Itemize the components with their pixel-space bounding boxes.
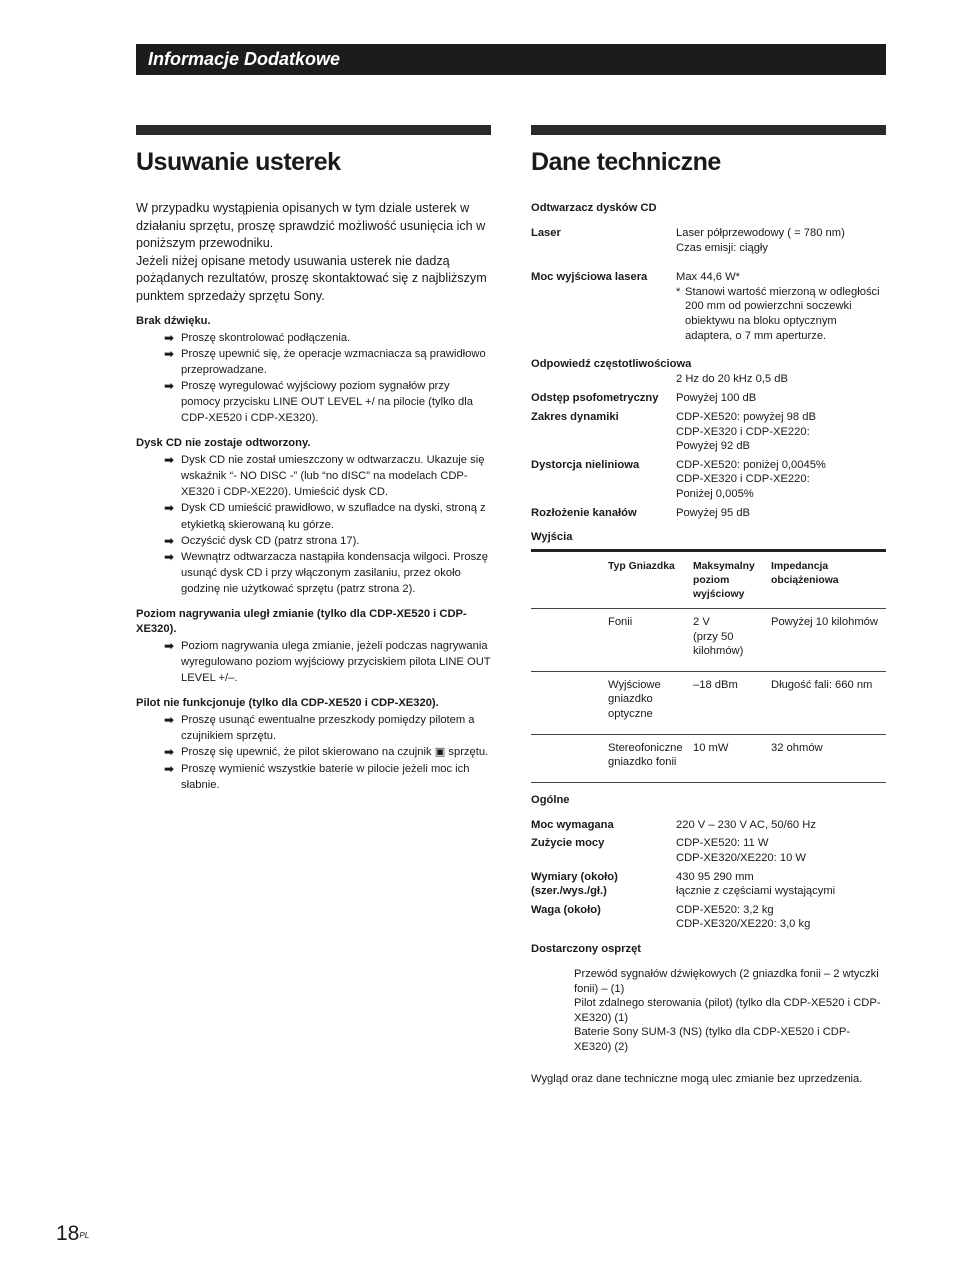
remedy-list — [136, 452, 491, 597]
table-cell: 2 V (przy 50 kilohmów) — [693, 609, 771, 672]
spec-value: Powyżej 95 dB — [676, 506, 751, 519]
spec-value-line: 430 95 290 mm — [676, 870, 754, 883]
arrow-icon: ➡ — [164, 533, 175, 548]
spec-value — [676, 410, 886, 454]
remedy-item — [136, 500, 491, 532]
accessory-item: Przewód sygnałów dźwiękowych (2 gniazdka fonii – 2 wtyczki fonii) – (1) — [574, 968, 879, 995]
remedy-text: Oczyścić dysk CD (patrz strona 17). — [181, 534, 360, 547]
specifications-title: Dane techniczne — [531, 148, 721, 176]
spec-value-line: CDP-XE320 i CDP-XE220: — [676, 425, 810, 438]
spec-value — [676, 870, 886, 899]
remedy-list — [136, 330, 491, 427]
troubleshooting-intro — [136, 200, 491, 306]
arrow-icon: ➡ — [164, 745, 175, 760]
cd-player-heading: Odtwarzacz dysków CD — [531, 202, 657, 214]
spec-value-line: CDP-XE520: 3,2 kg — [676, 903, 774, 916]
spec-row-snr — [531, 391, 886, 406]
troubleshooting-title: Usuwanie usterek — [136, 148, 341, 176]
spec-label — [531, 870, 676, 899]
table-cell-spacer — [531, 734, 608, 782]
outputs-table — [531, 552, 886, 783]
spec-value-line: Poniżej 0,005% — [676, 487, 754, 500]
spec-value-line: CDP-XE320/XE220: 10 W — [676, 852, 806, 865]
outputs-heading: Wyjścia — [531, 531, 573, 544]
spec-label: Odstęp psofometryczny — [531, 392, 659, 405]
spec-label: Zużycie mocy — [531, 837, 605, 850]
spec-value — [676, 458, 886, 502]
spec-value — [676, 836, 886, 865]
spec-value-line: Max 44,6 W* — [676, 271, 741, 284]
spec-value: 2 Hz do 20 kHz 0,5 dB — [676, 372, 788, 385]
spec-label: Moc wyjściowa lasera — [531, 271, 648, 284]
arrow-icon: ➡ — [164, 453, 175, 468]
table-cell: 32 ohmów — [771, 734, 886, 782]
spec-row-dynamic-range — [531, 410, 886, 454]
remedy-list — [136, 712, 491, 792]
table-header-row — [531, 552, 886, 609]
remedy-item — [136, 378, 491, 426]
table-row — [531, 734, 886, 782]
spec-row-distortion — [531, 458, 886, 502]
spec-value-line: CDP-XE520: powyżej 98 dB — [676, 410, 816, 423]
general-heading: Ogólne — [531, 793, 570, 806]
specifications-column — [531, 125, 886, 1086]
arrow-icon: ➡ — [164, 501, 175, 516]
remedy-item — [136, 346, 491, 378]
spec-footnote — [676, 285, 886, 343]
spec-row-frequency — [531, 357, 886, 372]
spec-row-laser-power — [531, 270, 886, 343]
intro-paragraph: W przypadku wystąpienia opisanych w tym dziale usterek w działaniu sprzętu, proszę sprawdzić możliwość usunięcia ich w poniższym przewodniku. — [136, 201, 486, 251]
arrow-icon: ➡ — [164, 346, 175, 361]
table-row — [531, 609, 886, 672]
problem-heading: Brak dźwięku. — [136, 314, 211, 327]
table-cell: 10 mW — [693, 734, 771, 782]
intro-paragraph: Jeżeli niżej opisane metody usuwania usterek nie dadzą pożądanych rezultatów, proszę skontaktować się z najbliższym punktem sprzedaży sprzętu Sony. — [136, 253, 487, 303]
spec-value-line: łącznie z częściami wystającymi — [676, 885, 836, 898]
spec-label: Waga (około) — [531, 903, 601, 916]
spec-label-line: Wymiary (około) — [531, 870, 618, 883]
accessories-list — [531, 967, 886, 1055]
table-cell: Długość fali: 660 nm — [771, 671, 886, 734]
remedy-text: Proszę wymienić wszystkie baterie w pilocie jeżeli moc ich słabnie. — [181, 762, 470, 791]
remedy-text: Proszę skontrolować podłączenia. — [181, 331, 351, 344]
spec-value — [676, 270, 886, 343]
spec-value — [676, 903, 886, 932]
arrow-icon: ➡ — [164, 713, 175, 728]
page-number-value: 18 — [56, 1222, 80, 1245]
arrow-icon: ➡ — [164, 549, 175, 564]
spec-value: 220 V – 230 V AC, 50/60 Hz — [676, 818, 816, 831]
table-cell: Fonii — [608, 609, 693, 672]
spec-row-power-requirement — [531, 818, 886, 833]
accessory-item: Pilot zdalnego sterowania (pilot) (tylko dla CDP-XE520 i CDP-XE320) (1) — [574, 997, 881, 1024]
spec-value-line: CDP-XE320 i CDP-XE220: — [676, 473, 810, 486]
troubleshooting-column — [136, 125, 491, 793]
remedy-item — [136, 452, 491, 500]
spec-label: Zakres dynamiki — [531, 410, 619, 423]
problem-heading: Poziom nagrywania uległ zmianie (tylko dla CDP-XE520 i CDP-XE320). — [136, 607, 467, 635]
remedy-text: Proszę wyregulować wyjściowy poziom sygnałów przy pomocy przycisku LINE OUT LEVEL +/ na pilocie (tylko dla CDP-XE520 i CDP-XE320). — [181, 379, 473, 425]
spec-label: Moc wymagana — [531, 818, 614, 831]
table-cell-spacer — [531, 609, 608, 672]
table-row — [531, 671, 886, 734]
spec-label: Odpowiedź częstotliwościowa — [531, 358, 692, 371]
spec-value — [676, 226, 886, 255]
table-header: Typ Gniazdka — [608, 561, 675, 573]
spec-value: Powyżej 100 dB — [676, 392, 757, 405]
table-cell: –18 dBm — [693, 671, 771, 734]
remedy-item — [136, 549, 491, 597]
remedy-item — [136, 761, 491, 793]
spec-value-line: CDP-XE520: 11 W — [676, 837, 769, 850]
heading-rule — [136, 125, 491, 135]
spec-label: Rozłożenie kanałów — [531, 506, 637, 519]
table-cell: Stereofoniczne gniazdko fonii — [608, 734, 693, 782]
spec-row-dimensions — [531, 870, 886, 899]
spec-value-line: Czas emisji: ciągły — [676, 241, 769, 254]
spec-value-line: CDP-XE520: poniżej 0,0045% — [676, 458, 826, 471]
specs-footnote: Wygląd oraz dane techniczne mogą ulec zmianie bez uprzedzenia. — [531, 1072, 863, 1085]
spec-row-power-consumption — [531, 836, 886, 865]
remedy-text: Wewnątrz odtwarzacza nastąpiła kondensacja wilgoci. Proszę usunąć dysk CD i przy włączonym zasilaniu, przez około godzinę nie użytkować sprzętu (patrz strona 2). — [181, 550, 488, 595]
arrow-icon: ➡ — [164, 378, 175, 393]
problem-heading: Pilot nie funkcjonuje (tylko dla CDP-XE520 i CDP-XE320). — [136, 697, 439, 710]
remedy-item — [136, 533, 491, 549]
spec-row-weight — [531, 903, 886, 932]
page-language: PL — [79, 1231, 90, 1240]
remedy-item — [136, 638, 491, 686]
arrow-icon: ➡ — [164, 638, 175, 653]
table-header: Maksymalny poziom wyjściowy — [693, 561, 755, 601]
remedy-item — [136, 744, 491, 760]
table-cell: Wyjściowe gniazdko optyczne — [608, 671, 693, 734]
spec-row-channel-separation — [531, 506, 886, 521]
heading-rule — [531, 125, 886, 135]
accessory-item: Baterie Sony SUM-3 (NS) (tylko dla CDP-XE520 i CDP-XE320) (2) — [574, 1026, 851, 1053]
table-header-spacer — [531, 552, 608, 609]
spec-footnote-text: Stanowi wartość mierzoną w odległości 200 mm od powierzchni soczewki obiektywu na bloku optycznym adaptera, o 7 mm aperturze. — [685, 285, 880, 342]
table-cell: Powyżej 10 kilohmów — [771, 609, 886, 672]
remedy-text: Proszę się upewnić, że pilot skierowano na czujnik ▣ sprzętu. — [181, 746, 489, 759]
arrow-icon: ➡ — [164, 761, 175, 776]
spec-label: Dystorcja nieliniowa — [531, 458, 640, 471]
page-number — [56, 1222, 89, 1246]
remedy-item — [136, 712, 491, 744]
section-banner — [136, 44, 886, 75]
spec-value-line: Powyżej 92 dB — [676, 440, 751, 453]
arrow-icon: ➡ — [164, 330, 175, 345]
section-title: Informacje Dodatkowe — [148, 49, 341, 69]
table-header: Impedancja obciążeniowa — [771, 561, 839, 587]
remedy-text: Dysk CD nie został umieszczony w odtwarzaczu. Ukazuje się wskaźnik “- NO DISC -” (lub “no dISC” na modelach CDP-XE320 i CDP-XE220). Umieścić dysk CD. — [181, 454, 485, 499]
remedy-list — [136, 638, 491, 686]
spec-label-line: (szer./wys./gł.) — [531, 885, 607, 898]
spec-value-line: Laser półprzewodowy ( = 780 nm) — [676, 227, 845, 239]
remedy-text: Proszę upewnić się, że operacje wzmacniacza są prawidłowo przeprowadzane. — [181, 347, 486, 376]
remedy-text: Dysk CD umieścić prawidłowo, w szufladce na dyski, stroną z etykietką skierowaną ku górze. — [181, 502, 486, 531]
table-cell-spacer — [531, 671, 608, 734]
accessories-heading: Dostarczony osprzęt — [531, 943, 642, 955]
remedy-text: Poziom nagrywania ulega zmianie, jeżeli podczas nagrywania wyregulowano poziom wyjściowy przyciskiem pilota LINE OUT LEVEL +/–. — [181, 639, 491, 685]
problem-heading: Dysk CD nie zostaje odtworzony. — [136, 437, 311, 450]
remedy-item — [136, 330, 491, 346]
spec-value-line: CDP-XE320/XE220: 3,0 kg — [676, 918, 811, 931]
asterisk-mark: * — [676, 285, 681, 298]
spec-row-laser — [531, 226, 886, 255]
spec-label: Laser — [531, 227, 561, 239]
remedy-text: Proszę usunąć ewentualne przeszkody pomiędzy pilotem a czujnikiem sprzętu. — [181, 714, 475, 743]
